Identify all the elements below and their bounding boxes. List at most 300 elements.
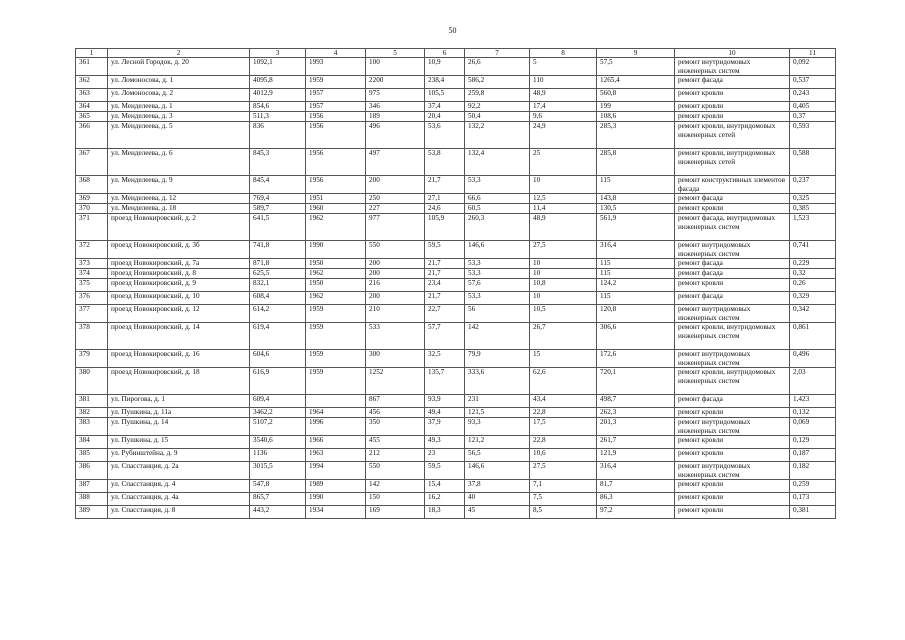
table-cell: 333,6 <box>465 368 530 395</box>
table-row <box>76 506 836 519</box>
table-cell: 854,6 <box>250 102 306 112</box>
table-cell: 0,259 <box>790 480 836 493</box>
table-cell: 105,5 <box>425 89 465 102</box>
table-cell: 7,5 <box>530 493 597 506</box>
table-cell: 497 <box>366 149 425 176</box>
table-cell: 609,4 <box>250 395 306 408</box>
table-cell: 9,6 <box>530 112 597 122</box>
table-cell: 53,6 <box>425 122 465 149</box>
table-row <box>76 292 836 305</box>
table-cell: 832,1 <box>250 279 306 292</box>
table-cell: 381 <box>76 395 108 408</box>
table-cell: 0,132 <box>790 408 836 418</box>
table-cell: 132,2 <box>465 122 530 149</box>
table-row <box>76 350 836 368</box>
table-cell: 316,4 <box>597 462 675 480</box>
table-cell: 586,2 <box>465 76 530 89</box>
table-row <box>76 395 836 408</box>
table-cell: ул. Спасстанция, д. 4 <box>108 480 250 493</box>
table-cell: ремонт внутридомовых инженерных систем <box>675 350 790 368</box>
table-cell: 22,8 <box>530 436 597 449</box>
table-cell: 741,8 <box>250 241 306 259</box>
table-cell: 386 <box>76 462 108 480</box>
table-cell: ремонт кровли, внутридомовых инженерных сетей <box>675 122 790 149</box>
header-cell: 10 <box>675 49 790 58</box>
table-row <box>76 436 836 449</box>
table-cell: 56 <box>465 305 530 323</box>
table-cell: проезд Новокировский, д. 9 <box>108 279 250 292</box>
table-cell: 56,5 <box>465 449 530 462</box>
table-cell: 15,4 <box>425 480 465 493</box>
table-cell: 0,37 <box>790 112 836 122</box>
table-cell: 231 <box>465 395 530 408</box>
table-cell: 443,2 <box>250 506 306 519</box>
table-cell: 1136 <box>250 449 306 462</box>
table-cell: 365 <box>76 112 108 122</box>
table-cell: ремонт кровли <box>675 279 790 292</box>
table-cell: 0,173 <box>790 493 836 506</box>
table-cell: 369 <box>76 194 108 204</box>
table-cell: 3540,6 <box>250 436 306 449</box>
table-cell: 250 <box>366 194 425 204</box>
table-row <box>76 305 836 323</box>
table-cell: 172,6 <box>597 350 675 368</box>
table-cell: 57,5 <box>597 58 675 76</box>
table-cell: 1993 <box>306 58 366 76</box>
table-row <box>76 89 836 102</box>
table-cell: 375 <box>76 279 108 292</box>
table-cell: ул. Менделеева, д. 12 <box>108 194 250 204</box>
table-cell: 4095,8 <box>250 76 306 89</box>
table-cell: 845,3 <box>250 149 306 176</box>
table-cell: 22,7 <box>425 305 465 323</box>
table-cell: 1964 <box>306 408 366 418</box>
table-cell: 0,32 <box>790 269 836 279</box>
table-row <box>76 449 836 462</box>
table-cell: 1,523 <box>790 214 836 241</box>
table-cell: 110 <box>530 76 597 89</box>
table-cell: ремонт кровли, внутридомовых инженерных сетей <box>675 149 790 176</box>
table-cell: 121,2 <box>465 436 530 449</box>
table-cell: 389 <box>76 506 108 519</box>
table-row <box>76 241 836 259</box>
table-cell: 24,6 <box>425 204 465 214</box>
table-cell: ремонт кровли <box>675 480 790 493</box>
table-cell: 18,3 <box>425 506 465 519</box>
table-row <box>76 176 836 194</box>
table-cell: 1950 <box>306 279 366 292</box>
table-row <box>76 102 836 112</box>
table-cell: 199 <box>597 102 675 112</box>
table-cell: 1963 <box>306 449 366 462</box>
table-cell: 259,8 <box>465 89 530 102</box>
table-cell: 1962 <box>306 214 366 241</box>
table-cell: 200 <box>366 269 425 279</box>
table-cell: ул. Спасстанция, д. 8 <box>108 506 250 519</box>
table-row <box>76 279 836 292</box>
table-cell: 0,325 <box>790 194 836 204</box>
table-cell: ремонт внутридомовых инженерных систем <box>675 305 790 323</box>
table-cell: 227 <box>366 204 425 214</box>
table-row <box>76 408 836 418</box>
table-cell: 27,5 <box>530 241 597 259</box>
table-cell: ремонт конструктивных элементов фасада <box>675 176 790 194</box>
table-cell: 371 <box>76 214 108 241</box>
table-cell: 604,6 <box>250 350 306 368</box>
table-cell: 216 <box>366 279 425 292</box>
table-cell: 23 <box>425 449 465 462</box>
table-cell: 0,537 <box>790 76 836 89</box>
table-cell: ул. Пушкина, д. 14 <box>108 418 250 436</box>
table-row <box>76 214 836 241</box>
table-cell: ремонт кровли <box>675 204 790 214</box>
table-cell: ремонт кровли, внутридомовых инженерных систем <box>675 323 790 350</box>
table-cell: 0,496 <box>790 350 836 368</box>
table-cell: 93,9 <box>425 395 465 408</box>
table-cell: 4012,9 <box>250 89 306 102</box>
table-row <box>76 480 836 493</box>
table-cell: 0,381 <box>790 506 836 519</box>
table-cell: 385 <box>76 449 108 462</box>
table-cell: 0,405 <box>790 102 836 112</box>
table-cell: ул. Пушкина, д. 11а <box>108 408 250 418</box>
table-cell: 146,6 <box>465 462 530 480</box>
table-cell: 10 <box>530 259 597 269</box>
table-cell: 17,4 <box>530 102 597 112</box>
table-cell: ул. Менделеева, д. 5 <box>108 122 250 149</box>
table-cell: 865,7 <box>250 493 306 506</box>
table-cell: 1092,1 <box>250 58 306 76</box>
header-cell: 2 <box>108 49 250 58</box>
table-cell: 1956 <box>306 149 366 176</box>
table-cell: 2200 <box>366 76 425 89</box>
table-cell <box>306 395 366 408</box>
table-cell: 1956 <box>306 176 366 194</box>
table-cell: 15 <box>530 350 597 368</box>
table-cell: 625,5 <box>250 269 306 279</box>
table-cell: 79,9 <box>465 350 530 368</box>
table-cell: 32,5 <box>425 350 465 368</box>
table-row <box>76 58 836 76</box>
table-cell: 22,8 <box>530 408 597 418</box>
table-cell: 60,5 <box>465 204 530 214</box>
table-cell: 1962 <box>306 292 366 305</box>
table-cell: 27,5 <box>530 462 597 480</box>
table-cell: ремонт кровли <box>675 408 790 418</box>
table-cell: 285,3 <box>597 122 675 149</box>
table-cell: 57,6 <box>465 279 530 292</box>
table-cell: 550 <box>366 241 425 259</box>
table-cell: ул. Менделеева, д. 9 <box>108 176 250 194</box>
table-cell: 43,4 <box>530 395 597 408</box>
table-cell: 720,1 <box>597 368 675 395</box>
table-cell: 547,8 <box>250 480 306 493</box>
table-cell: 93,3 <box>465 418 530 436</box>
table-cell: 1951 <box>306 194 366 204</box>
table-cell: 142 <box>465 323 530 350</box>
table-cell: 382 <box>76 408 108 418</box>
table-cell: 641,5 <box>250 214 306 241</box>
table-cell: 560,8 <box>597 89 675 102</box>
table-cell: 1996 <box>306 418 366 436</box>
table-cell: ремонт кровли <box>675 89 790 102</box>
table-cell: 362 <box>76 76 108 89</box>
table-cell: 1989 <box>306 480 366 493</box>
table-cell: 608,4 <box>250 292 306 305</box>
table-cell: 0,237 <box>790 176 836 194</box>
table-cell: проезд Новокировский, д. 18 <box>108 368 250 395</box>
table-cell: 1957 <box>306 102 366 112</box>
table-cell: 120,8 <box>597 305 675 323</box>
table-cell: 1959 <box>306 323 366 350</box>
table-cell: 378 <box>76 323 108 350</box>
table-cell: 16,2 <box>425 493 465 506</box>
table-cell: ул. Спасстанция, д. 4а <box>108 493 250 506</box>
table-cell: 21,7 <box>425 269 465 279</box>
table-cell: 3462,2 <box>250 408 306 418</box>
table-cell: ремонт внутридомовых инженерных систем <box>675 58 790 76</box>
table-cell: 383 <box>76 418 108 436</box>
table-cell: 115 <box>597 269 675 279</box>
table-cell: ул. Менделеева, д. 3 <box>108 112 250 122</box>
table-cell: 53,3 <box>465 259 530 269</box>
table-cell: 25 <box>530 149 597 176</box>
table-row <box>76 204 836 214</box>
table-cell: 57,7 <box>425 323 465 350</box>
table-row <box>76 323 836 350</box>
table-cell: ремонт кровли <box>675 436 790 449</box>
table-cell: 81,7 <box>597 480 675 493</box>
table-cell: 1994 <box>306 462 366 480</box>
table-cell: 346 <box>366 102 425 112</box>
table-cell: ул. Ломоносова, д. 2 <box>108 89 250 102</box>
table-cell: 200 <box>366 259 425 269</box>
table-cell: 367 <box>76 149 108 176</box>
table-row <box>76 493 836 506</box>
table-cell: 364 <box>76 102 108 112</box>
table-row <box>76 418 836 436</box>
table-cell: 619,4 <box>250 323 306 350</box>
table-cell: 146,6 <box>465 241 530 259</box>
table-cell: 62,6 <box>530 368 597 395</box>
table-cell: 59,5 <box>425 241 465 259</box>
table-cell: 550 <box>366 462 425 480</box>
table-cell: ремонт фасада <box>675 269 790 279</box>
table-cell: 115 <box>597 292 675 305</box>
table-cell: 48,9 <box>530 214 597 241</box>
table-cell: ул. Рубинштейна, д. 9 <box>108 449 250 462</box>
table-cell: проезд Новокировский, д. 10 <box>108 292 250 305</box>
table-cell: ремонт фасада <box>675 259 790 269</box>
table-cell: 0,26 <box>790 279 836 292</box>
table-cell: 10 <box>530 176 597 194</box>
table-cell: 0,329 <box>790 292 836 305</box>
table-cell: 533 <box>366 323 425 350</box>
table-cell: ремонт фасада <box>675 76 790 89</box>
table-cell: ул. Менделеева, д. 18 <box>108 204 250 214</box>
table-cell: ремонт кровли, внутридомовых инженерных систем <box>675 368 790 395</box>
table-row <box>76 462 836 480</box>
table-cell: 200 <box>366 292 425 305</box>
table-cell: 97,2 <box>597 506 675 519</box>
table-cell: 66,6 <box>465 194 530 204</box>
table-cell: 124,2 <box>597 279 675 292</box>
table-cell: 1950 <box>306 259 366 269</box>
table-cell: ремонт внутридомовых инженерных систем <box>675 462 790 480</box>
table-cell: 1959 <box>306 76 366 89</box>
table-cell: 496 <box>366 122 425 149</box>
table-cell: проезд Новокировский, д. 3б <box>108 241 250 259</box>
table-cell: 1959 <box>306 350 366 368</box>
table-cell: 616,9 <box>250 368 306 395</box>
table-cell: 1,423 <box>790 395 836 408</box>
table-cell: 201,3 <box>597 418 675 436</box>
table-cell: 1959 <box>306 305 366 323</box>
table-cell: 24,9 <box>530 122 597 149</box>
table-cell: 212 <box>366 449 425 462</box>
table-cell: 975 <box>366 89 425 102</box>
table-cell: 388 <box>76 493 108 506</box>
table-cell: 372 <box>76 241 108 259</box>
table-cell: проезд Новокировский, д. 12 <box>108 305 250 323</box>
table-cell: 7,1 <box>530 480 597 493</box>
table-cell: 10,8 <box>530 279 597 292</box>
table-cell: 380 <box>76 368 108 395</box>
data-table <box>75 48 836 519</box>
table-cell: 143,8 <box>597 194 675 204</box>
table-cell: 0,187 <box>790 449 836 462</box>
table-cell: 0,129 <box>790 436 836 449</box>
table-cell: 285,8 <box>597 149 675 176</box>
table-cell: 5107,2 <box>250 418 306 436</box>
header-cell: 1 <box>76 49 108 58</box>
table-cell: 511,3 <box>250 112 306 122</box>
table-cell: 0,229 <box>790 259 836 269</box>
table-cell: 262,3 <box>597 408 675 418</box>
table-cell: ул. Пушкина, д. 15 <box>108 436 250 449</box>
table-cell: ремонт фасада <box>675 395 790 408</box>
table-cell: 614,2 <box>250 305 306 323</box>
table-row <box>76 194 836 204</box>
table-cell: 374 <box>76 269 108 279</box>
table-cell: 115 <box>597 259 675 269</box>
header-cell: 6 <box>425 49 465 58</box>
table-cell: 238,4 <box>425 76 465 89</box>
header-cell: 9 <box>597 49 675 58</box>
table-cell: 53,8 <box>425 149 465 176</box>
table-cell: 0,588 <box>790 149 836 176</box>
header-cell: 3 <box>250 49 306 58</box>
table-cell: 86,3 <box>597 493 675 506</box>
table-cell: 40 <box>465 493 530 506</box>
table-cell: 132,4 <box>465 149 530 176</box>
table-cell: 0,243 <box>790 89 836 102</box>
table-cell: 384 <box>76 436 108 449</box>
table-cell: 561,9 <box>597 214 675 241</box>
table-cell: 12,5 <box>530 194 597 204</box>
table-cell: 53,3 <box>465 176 530 194</box>
table-row <box>76 269 836 279</box>
table-cell: ремонт фасада <box>675 292 790 305</box>
table-cell: 867 <box>366 395 425 408</box>
table-row <box>76 122 836 149</box>
table-cell: 1966 <box>306 436 366 449</box>
table-cell: 350 <box>366 418 425 436</box>
table-cell: 1990 <box>306 493 366 506</box>
table-cell: 0,741 <box>790 241 836 259</box>
header-cell: 4 <box>306 49 366 58</box>
table-cell: 49,4 <box>425 408 465 418</box>
table-cell: 49,3 <box>425 436 465 449</box>
table-cell: 53,3 <box>465 292 530 305</box>
table-cell: 1962 <box>306 269 366 279</box>
table-cell: проезд Новокировский, д. 14 <box>108 323 250 350</box>
table-cell: 48,9 <box>530 89 597 102</box>
table-cell: 200 <box>366 176 425 194</box>
table-cell: ремонт кровли <box>675 449 790 462</box>
table-cell: 10 <box>530 269 597 279</box>
table-cell: 1265,4 <box>597 76 675 89</box>
table-cell: ул. Спасстанция, д. 2а <box>108 462 250 480</box>
table-row <box>76 76 836 89</box>
table-cell: ремонт кровли <box>675 493 790 506</box>
table-cell: 376 <box>76 292 108 305</box>
table-cell: 363 <box>76 89 108 102</box>
table-cell: 27,1 <box>425 194 465 204</box>
table-cell: 135,7 <box>425 368 465 395</box>
header-cell: 5 <box>366 49 425 58</box>
table-cell: 20,4 <box>425 112 465 122</box>
table-cell: 26,7 <box>530 323 597 350</box>
table-cell: 5 <box>530 58 597 76</box>
table-cell: ремонт кровли <box>675 102 790 112</box>
table-cell: ул. Ломоносова, д. 1 <box>108 76 250 89</box>
table-cell: 261,7 <box>597 436 675 449</box>
header-cell: 7 <box>465 49 530 58</box>
table-cell: 3015,5 <box>250 462 306 480</box>
table-cell: 92,2 <box>465 102 530 112</box>
table-cell: 379 <box>76 350 108 368</box>
header-cell: 11 <box>790 49 836 58</box>
table-cell: ул. Лесной Городок, д. 20 <box>108 58 250 76</box>
table-cell: 142 <box>366 480 425 493</box>
table-cell: 189 <box>366 112 425 122</box>
table-row <box>76 149 836 176</box>
table-cell: 17,5 <box>530 418 597 436</box>
table-cell: 10,5 <box>530 305 597 323</box>
table-cell: 0,182 <box>790 462 836 480</box>
table-cell: 769,4 <box>250 194 306 204</box>
table-cell: ремонт кровли <box>675 506 790 519</box>
table-cell: 1956 <box>306 122 366 149</box>
table-cell: 26,6 <box>465 58 530 76</box>
table-cell: 368 <box>76 176 108 194</box>
table-cell: 370 <box>76 204 108 214</box>
table-cell: 387 <box>76 480 108 493</box>
table-cell: 10 <box>530 292 597 305</box>
table-row <box>76 112 836 122</box>
table-cell: 2,03 <box>790 368 836 395</box>
table-cell: 589,7 <box>250 204 306 214</box>
table-cell: 1959 <box>306 368 366 395</box>
table-cell: 115 <box>597 176 675 194</box>
table-cell: 37,8 <box>465 480 530 493</box>
table-cell: проезд Новокировский, д. 7а <box>108 259 250 269</box>
table-cell: 210 <box>366 305 425 323</box>
table-cell: 456 <box>366 408 425 418</box>
table-cell: ул. Пирогова, д. 1 <box>108 395 250 408</box>
table-cell: 498,7 <box>597 395 675 408</box>
